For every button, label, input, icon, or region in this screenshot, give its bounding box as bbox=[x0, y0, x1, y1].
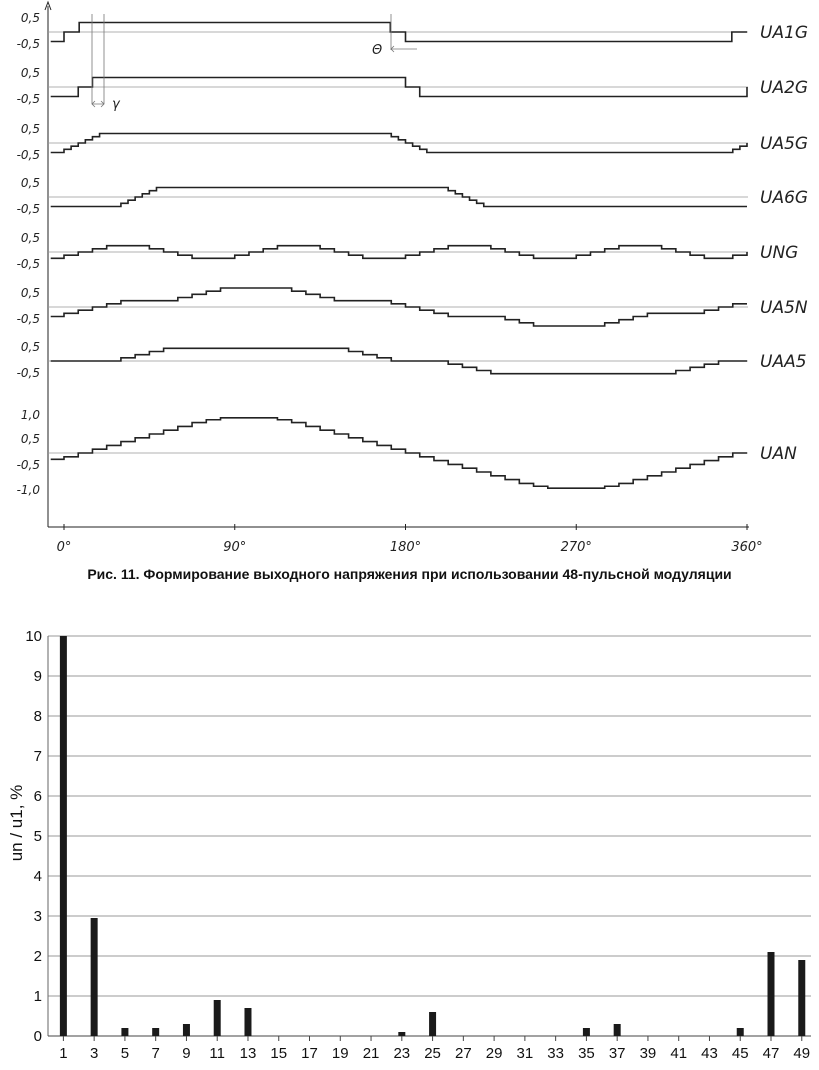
y-tick-label: 3 bbox=[33, 908, 42, 925]
theta-dimension-arrow bbox=[391, 46, 417, 52]
trace-tick-label: 0,5 bbox=[20, 231, 40, 245]
bar-harmonic-35 bbox=[583, 1028, 590, 1036]
trace-tick-label: 0,5 bbox=[20, 286, 40, 300]
y-tick-label: 5 bbox=[33, 828, 42, 845]
x-tick-label: 47 bbox=[762, 1045, 780, 1062]
bar-harmonic-3 bbox=[91, 918, 98, 1036]
x-tick-label: 3 bbox=[89, 1045, 99, 1062]
x-tick-label: 1 bbox=[59, 1045, 68, 1062]
trace-tick-label: -0,5 bbox=[16, 312, 40, 326]
figure-caption: Рис. 11. Формирование выходного напряжения при использовании 48-пульсной модуляции bbox=[87, 566, 732, 582]
bar-harmonic-23 bbox=[398, 1032, 405, 1036]
x-tick-label: 23 bbox=[393, 1045, 411, 1062]
x-tick-label: 17 bbox=[301, 1045, 318, 1062]
trace-label: UA1G bbox=[760, 23, 809, 43]
x-tick-label: 45 bbox=[731, 1045, 749, 1062]
trace-label: UA6G bbox=[760, 188, 809, 208]
bar-harmonic-37 bbox=[614, 1024, 621, 1036]
y-tick-label: 7 bbox=[33, 748, 42, 765]
trace-tick-label: 0,5 bbox=[20, 66, 40, 80]
x-tick-label: 270° bbox=[560, 540, 592, 555]
x-tick-label: 19 bbox=[331, 1045, 349, 1062]
trace-tick-label: 0,5 bbox=[20, 176, 40, 190]
trace-tick-label: 0,5 bbox=[20, 11, 40, 25]
x-tick-label: 7 bbox=[151, 1045, 160, 1062]
x-tick-label: 9 bbox=[182, 1045, 191, 1062]
bar-harmonic-25 bbox=[429, 1012, 436, 1036]
y-axis-title: un / u1, % bbox=[7, 784, 26, 862]
x-tick-label: 13 bbox=[239, 1045, 257, 1062]
bar-harmonic-49 bbox=[798, 960, 805, 1036]
trace-label: UA5G bbox=[760, 134, 809, 154]
x-tick-label: 180° bbox=[389, 540, 422, 555]
trace-label: UAN bbox=[760, 444, 797, 464]
trace-tick-label: 0,5 bbox=[20, 340, 40, 354]
trace-tick-label: -0,5 bbox=[16, 257, 40, 271]
bar-harmonic-11 bbox=[214, 1000, 221, 1036]
x-tick-label: 49 bbox=[793, 1045, 811, 1062]
bar-harmonic-47 bbox=[768, 952, 775, 1036]
x-tick-label: 37 bbox=[608, 1045, 626, 1062]
y-tick-label: 4 bbox=[33, 868, 42, 885]
trace-tick-label: -0,5 bbox=[16, 202, 40, 216]
bar-harmonic-9 bbox=[183, 1024, 190, 1036]
x-tick-label: 25 bbox=[424, 1045, 441, 1062]
y-tick-label: 2 bbox=[33, 948, 42, 965]
y-tick-label: 1 bbox=[33, 988, 42, 1005]
theta-annotation: Θ bbox=[372, 43, 383, 58]
x-tick-label: 5 bbox=[120, 1045, 130, 1062]
trace-label: UNG bbox=[760, 243, 799, 263]
trace-tick-label: -1,0 bbox=[16, 483, 40, 497]
bar-harmonic-1 bbox=[60, 636, 67, 1036]
bar-harmonic-7 bbox=[152, 1028, 159, 1036]
trace-tick-label: -0,5 bbox=[16, 92, 40, 106]
waveform-axes bbox=[17, 2, 763, 555]
y-tick-label: 6 bbox=[33, 788, 42, 805]
bar-harmonic-5 bbox=[121, 1028, 128, 1036]
x-tick-label: 33 bbox=[547, 1045, 564, 1062]
trace-tick-label: -0,5 bbox=[16, 366, 40, 380]
gamma-annotation: γ bbox=[112, 97, 120, 112]
waveform-traces bbox=[51, 23, 808, 489]
x-tick-label: 21 bbox=[362, 1045, 380, 1062]
x-tick-label: 360° bbox=[731, 540, 763, 555]
x-tick-label: 35 bbox=[578, 1045, 595, 1062]
y-tick-label: 9 bbox=[33, 668, 42, 685]
gamma-dimension-arrow bbox=[92, 101, 104, 107]
x-tick-label: 39 bbox=[639, 1045, 657, 1062]
bar-chart-labels bbox=[25, 628, 810, 1062]
x-tick-label: 11 bbox=[209, 1045, 226, 1062]
trace-tick-label: -0,5 bbox=[16, 458, 40, 472]
trace-tick-label: 1,0 bbox=[20, 408, 40, 422]
x-tick-label: 41 bbox=[670, 1045, 688, 1062]
trace-label: UA5N bbox=[760, 298, 808, 318]
waveform-annotations bbox=[92, 14, 417, 112]
trace-tick-label: -0,5 bbox=[16, 37, 40, 51]
bar-chart-grid bbox=[48, 636, 811, 1041]
bar-harmonic-45 bbox=[737, 1028, 744, 1036]
trace-tick-label: 0,5 bbox=[20, 432, 40, 446]
trace-label: UA2G bbox=[760, 78, 809, 98]
x-tick-label: 15 bbox=[270, 1045, 288, 1062]
harmonic-bar-chart bbox=[0, 612, 819, 1070]
x-tick-label: 27 bbox=[454, 1045, 472, 1062]
x-tick-label: 0° bbox=[56, 540, 72, 555]
x-tick-label: 90° bbox=[223, 540, 247, 555]
trace-label: UAA5 bbox=[760, 352, 807, 372]
trace-tick-label: -0,5 bbox=[16, 148, 40, 162]
y-tick-label: 0 bbox=[33, 1028, 42, 1045]
bar-harmonic-13 bbox=[244, 1008, 251, 1036]
x-tick-label: 29 bbox=[485, 1045, 503, 1062]
x-tick-label: 31 bbox=[516, 1045, 534, 1062]
y-tick-label: 10 bbox=[25, 628, 42, 645]
trace-tick-label: 0,5 bbox=[20, 122, 40, 136]
y-tick-label: 8 bbox=[33, 708, 42, 725]
x-tick-label: 43 bbox=[701, 1045, 718, 1062]
